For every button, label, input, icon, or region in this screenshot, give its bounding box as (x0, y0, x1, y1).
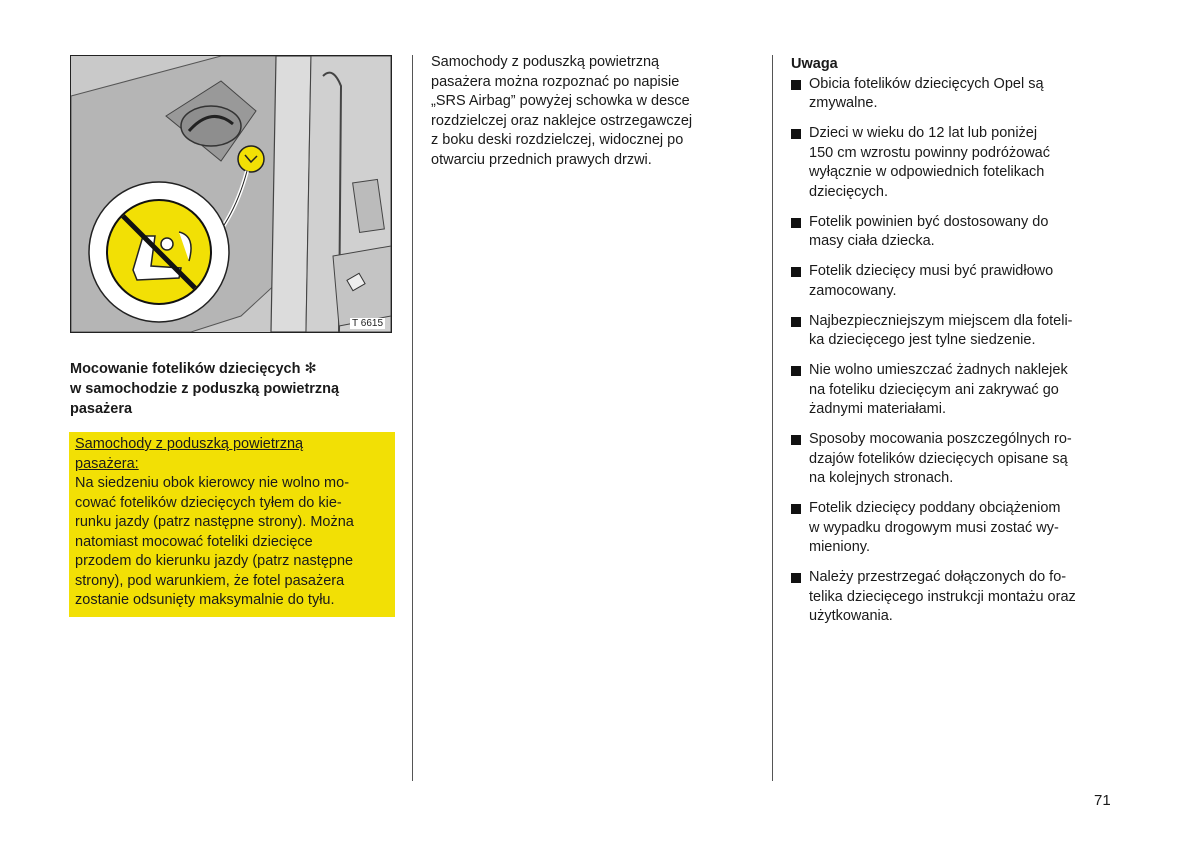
note-title-line-1: Samochody z poduszką powietrzną (75, 436, 304, 452)
bullet-text-line: Obicia fotelików dziecięcych Opel są (809, 75, 1044, 92)
note-body-line: zostanie odsunięty maksymalnie do tyłu. (75, 592, 335, 608)
square-bullet-icon (791, 129, 801, 139)
note-body-line: Na siedzeniu obok kierowcy nie wolno mo- (75, 475, 350, 491)
bullet-text-line: Fotelik dziecięcy musi być prawidłowo (809, 263, 1054, 279)
bullet-text-line: Fotelik powinien być dostosowany do (809, 213, 1049, 230)
bullet-text-line: ka dziecięcego jest tylne siedzenie. (809, 332, 1036, 348)
bullet-text-line: Najbezpieczniejszym miejscem dla foteli- (809, 312, 1073, 329)
square-bullet-icon (791, 80, 801, 90)
bullet-text-line: wyłącznie w odpowiednich fotelikach (809, 164, 1045, 180)
bullet-text-line: 150 cm wzrostu powinny podróżować (809, 144, 1050, 161)
note-body-line: strony), pod warunkiem, że fotel pasażera (75, 572, 345, 589)
caution-bullet-item (791, 499, 1121, 558)
bullet-text-line: na kolejnych stronach. (809, 470, 954, 486)
dashboard-side-drawing (71, 56, 391, 332)
note-body-line: natomiast mocować foteliki dziecięce (75, 533, 313, 550)
paragraph-line: Samochody z poduszką powietrzną (431, 54, 660, 70)
bullet-text-line: zamocowany. (809, 282, 897, 299)
page-number: 71 (1094, 792, 1111, 809)
square-bullet-icon (791, 504, 801, 514)
bullet-text-line: Fotelik dziecięcy poddany obciążeniom (809, 500, 1061, 516)
caution-bullet-list (791, 75, 1121, 627)
airbag-warning-label-icon (238, 146, 264, 172)
caution-section (791, 55, 1121, 637)
square-bullet-icon (791, 573, 801, 583)
note-body-line: cować fotelików dziecięcych tyłem do kie- (75, 494, 342, 511)
paragraph-line: rozdzielczej oraz naklejce ostrzegawczej (431, 112, 693, 129)
square-bullet-icon (791, 218, 801, 228)
bullet-text-line: żadnymi materiałami. (809, 401, 946, 417)
caution-bullet-item (791, 262, 1121, 301)
note-title-line-2: pasażera: (75, 455, 139, 472)
bullet-text-line: Sposoby mocowania poszczególnych ro- (809, 431, 1072, 447)
caution-title: Uwaga (791, 56, 838, 72)
caution-bullet-item (791, 361, 1121, 420)
heading-line-1: Mocowanie fotelików dziecięcych ✻ (70, 361, 317, 377)
dashboard-illustration (70, 55, 392, 333)
square-bullet-icon (791, 267, 801, 277)
bullet-text-line: Dzieci w wieku do 12 lat lub poniżej (809, 125, 1038, 141)
airbag-identification-paragraph (431, 53, 751, 170)
caution-bullet-item (791, 430, 1121, 489)
square-bullet-icon (791, 317, 801, 327)
heading-line-3: pasażera (70, 401, 133, 417)
bullet-text-line: dzajów fotelików dziecięcych opisane są (809, 450, 1068, 467)
section-heading (70, 359, 400, 419)
square-bullet-icon (791, 435, 801, 445)
figure-code: T 6615 (352, 318, 383, 329)
bullet-text-line: masy ciała dziecka. (809, 233, 935, 249)
bullet-text-line: dziecięcych. (809, 183, 888, 200)
bullet-text-line: mieniony. (809, 539, 870, 555)
bullet-text-line: zmywalne. (809, 95, 878, 111)
bullet-text-line: w wypadku drogowym musi zostać wy- (809, 519, 1059, 536)
paragraph-line: „SRS Airbag” powyżej schowka w desce (431, 93, 690, 109)
paragraph-line: otwarciu przednich prawych drzwi. (431, 151, 652, 168)
airbag-warning-note (69, 432, 395, 617)
caution-bullet-item (791, 75, 1121, 114)
note-body-line: przodem do kierunku jazdy (patrz następne (75, 553, 354, 569)
bullet-text-line: użytkowania. (809, 608, 893, 624)
heading-line-2: w samochodzie z poduszką powietrzną (70, 381, 340, 397)
note-body-line: runku jazdy (patrz następne strony). Można (75, 514, 354, 530)
caution-bullet-item (791, 568, 1121, 627)
column-divider-right (772, 55, 773, 781)
caution-bullet-item (791, 312, 1121, 351)
paragraph-line: pasażera można rozpoznać po napisie (431, 73, 680, 90)
paragraph-line: z boku deski rozdzielczej, widocznej po (431, 132, 684, 148)
bullet-text-line: telika dziecięcego instrukcji montażu oraz (809, 588, 1076, 605)
bullet-text-line: na foteliku dziecięcym ani zakrywać go (809, 381, 1059, 398)
bullet-text-line: Należy przestrzegać dołączonych do fo- (809, 569, 1067, 585)
caution-bullet-item (791, 124, 1121, 202)
column-divider-left (412, 55, 413, 781)
caution-bullet-item (791, 213, 1121, 252)
bullet-text-line: Nie wolno umieszczać żadnych naklejek (809, 362, 1068, 378)
square-bullet-icon (791, 366, 801, 376)
